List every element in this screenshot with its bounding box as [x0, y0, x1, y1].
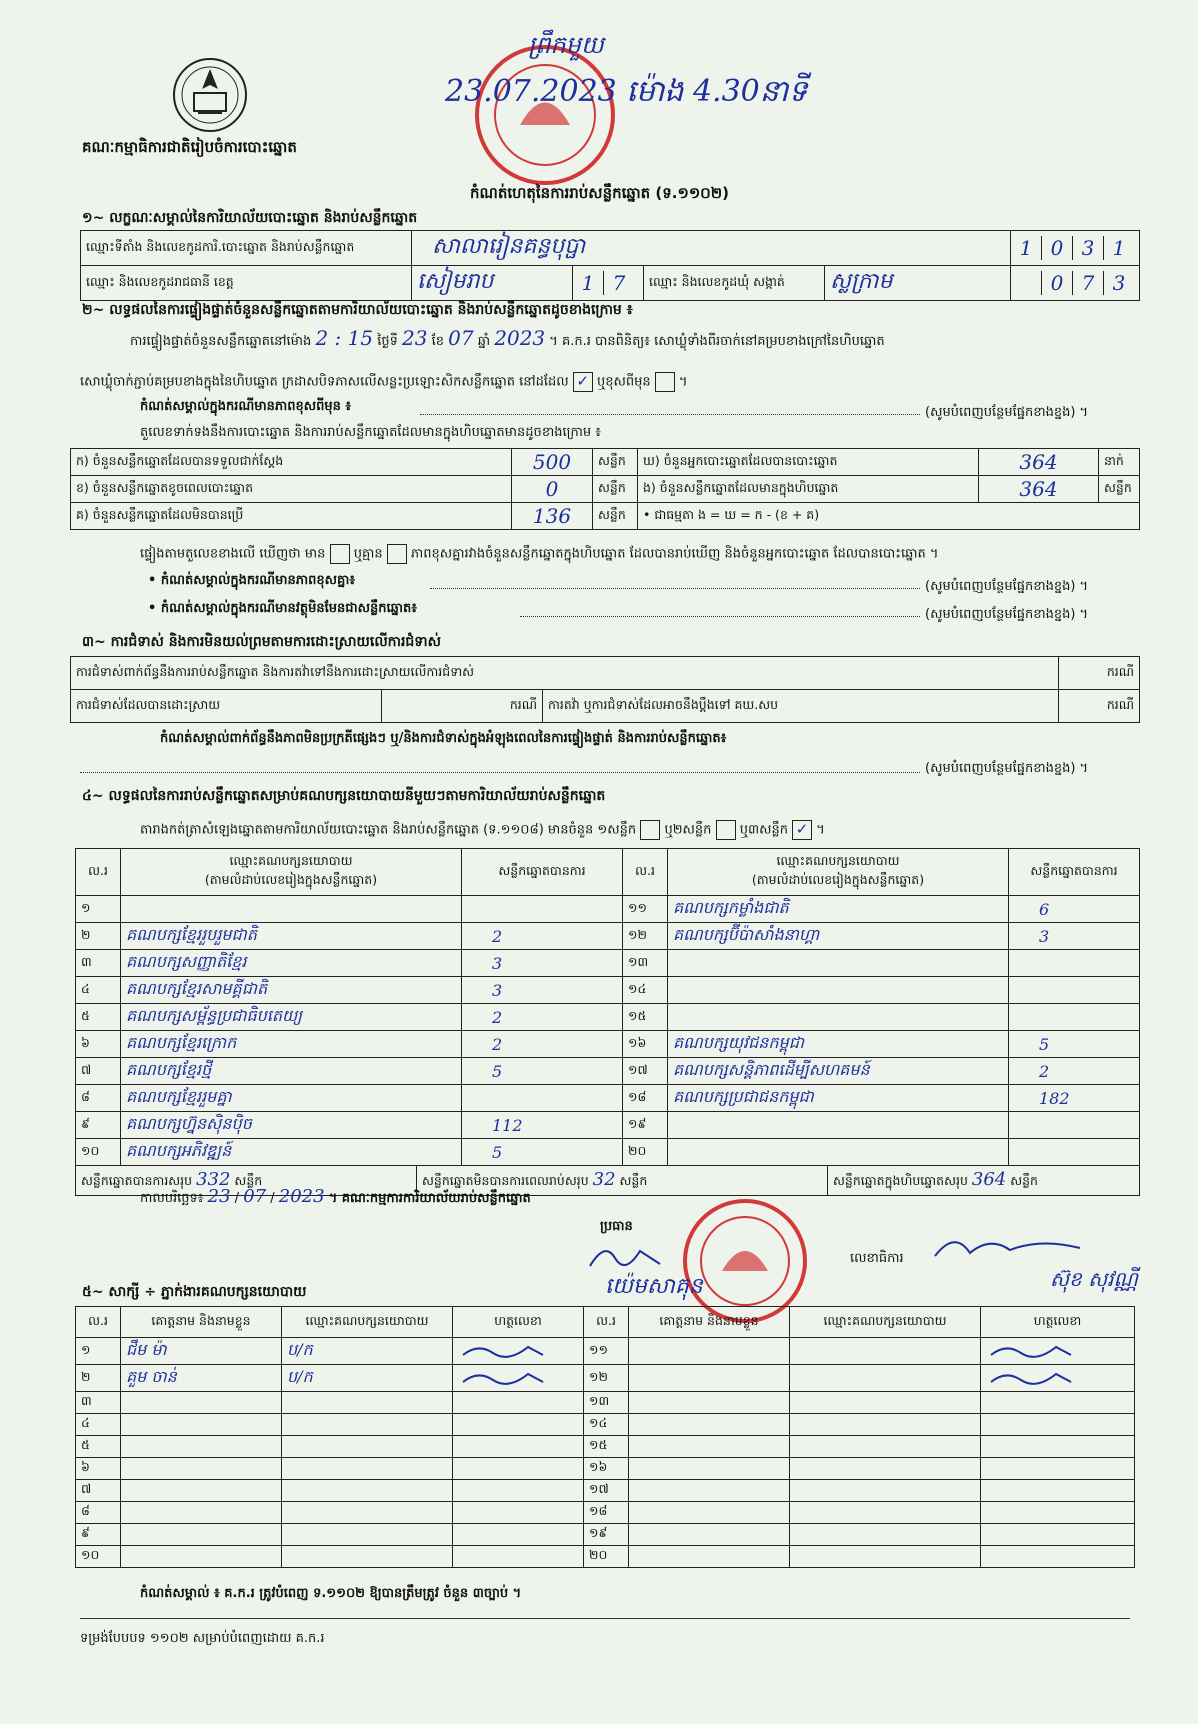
- col-name: គោត្តនាម និងនាមខ្លួន: [629, 1307, 790, 1338]
- witness-name: [121, 1392, 282, 1414]
- verification-month: 07: [448, 326, 474, 350]
- witness-name: [629, 1480, 790, 1502]
- result-row: [76, 923, 1140, 950]
- result-row: [76, 1112, 1140, 1139]
- difference-note-line: [420, 414, 920, 415]
- party-no: ៨: [76, 1085, 121, 1112]
- witness-signature: [453, 1480, 584, 1502]
- witness-signature: [453, 1365, 584, 1392]
- section1-title: ១~ លក្ខណៈសម្គាល់នៃការិយាល័យបោះឆ្នោត និងរាប់សន្លឹកឆ្នោត: [82, 210, 418, 226]
- witness-no: ១: [76, 1338, 121, 1365]
- witness-signature-mark: [986, 1341, 1076, 1359]
- witness-name: [121, 1458, 282, 1480]
- col-party: ឈ្មោះគណបក្សនយោបាយ (តាមលំដាប់លេខរៀងក្នុងសន្លឹកឆ្នោត): [121, 849, 462, 896]
- bullet-foreign-object-line: [520, 616, 920, 617]
- witness-party: [790, 1414, 981, 1436]
- witness-no: ១១: [584, 1338, 629, 1365]
- two-sheets-checkbox[interactable]: [716, 820, 736, 840]
- verification-line-1: ការផ្ទៀងផ្ទាត់ចំនួនសន្លឹកឆ្នោតនៅម៉ោង 2 : 15 ថ្ងៃទី 23 ខែ 07 ឆ្នាំ 2023 ។ គ.ក.រ បានពិនិត្យ៖ សោឃ្លុំទាំងពីរចាក់នៅគម្របខាងក្រៅនៃហិបឆ្នោត: [130, 326, 885, 350]
- witness-no: ១៧: [584, 1480, 629, 1502]
- party-no: ៩: [76, 1112, 121, 1139]
- election-committee-logo: [150, 55, 270, 135]
- figure-d-label: ឃ) ចំនួនអ្នកបោះឆ្នោតដែលបានបោះឆ្នោត: [638, 449, 979, 476]
- three-sheets-checkbox[interactable]: ✓: [792, 820, 812, 840]
- secretary-signature: [930, 1228, 1090, 1268]
- party-no: ៥: [76, 1004, 121, 1031]
- box-total: សន្លឹកឆ្នោតក្នុងហិបឆ្នោតសរុប 364 សន្លឹក: [833, 1169, 1038, 1190]
- province-value: សៀមរាប: [412, 266, 573, 301]
- witness-name: គួម ចាន់: [121, 1365, 282, 1392]
- resolved-objections-label: ការជំទាស់ដែលបានដោះស្រាយ: [71, 690, 382, 723]
- section5-title: ៥~ សាក្សី ÷ ភ្នាក់ងារគណបក្សនយោបាយ: [82, 1284, 307, 1300]
- province-code-digit: 1: [581, 271, 595, 295]
- col-no: ល.រ: [623, 849, 668, 896]
- witness-party: [790, 1365, 981, 1392]
- party-no: ១២: [623, 923, 668, 950]
- appeal-label: ការតវ៉ា ឬការជំទាស់ដែលអាចនឹងប្តឹងទៅ គឃ.សប: [543, 690, 1059, 723]
- difference-note-label: កំណត់សម្គាល់ក្នុងករណីមានភាពខុសពីមុន ៖: [140, 399, 352, 414]
- party-name: គណបក្សអភិវឌ្ឍន៍: [121, 1139, 462, 1166]
- witness-signature: [453, 1524, 584, 1546]
- figure-c-value: 136: [512, 503, 593, 530]
- party-no: ១: [76, 896, 121, 923]
- witness-no: ១៩: [584, 1524, 629, 1546]
- party-results-table: [75, 848, 1140, 1196]
- station-code-digit: 1: [1103, 236, 1134, 260]
- commune-code-digit: 3: [1103, 271, 1134, 295]
- station-name-label: ឈ្មោះទីតាំង និងលេខកូដការិ.បោះឆ្នោត និងរាប់សន្លឹកឆ្នោត: [81, 231, 412, 266]
- org-name: គណៈកម្មាធិការជាតិរៀបចំការបោះឆ្នោត: [82, 138, 297, 156]
- figure-e-value: 364: [979, 476, 1099, 503]
- verification-line-2: សោឃ្លុំចាក់ភ្ជាប់គម្របខាងក្នុងនៃហិបឆ្នោត ក្រដាសបិទភាសលើសន្លះប្រឡោះសិកសន្លឹកឆ្នោត នៅដដែល ✓ ឬខុសពីមុន ។: [80, 372, 688, 390]
- witness-signature: [981, 1414, 1135, 1436]
- witness-name: [629, 1436, 790, 1458]
- figures-intro: តួលេខទាក់ទងនឹងការបោះឆ្នោត និងការរាប់សន្លឹកឆ្នោតដែលមានក្នុងហិបឆ្នោតមានដូចខាងក្រោម ៖: [140, 425, 601, 440]
- witness-party: [282, 1480, 453, 1502]
- party-name: គណបក្សសន្តិភាពដើម្បីសហគមន៍: [668, 1058, 1009, 1085]
- witness-no: ១០: [76, 1546, 121, 1568]
- party-votes: 112: [462, 1112, 623, 1139]
- party-name: [668, 1112, 1009, 1139]
- party-votes: [462, 1085, 623, 1112]
- polling-station-table: [80, 230, 1140, 301]
- party-name: គណបក្សខ្មែរថ្មី: [121, 1058, 462, 1085]
- box-total-value: 364: [971, 1169, 1007, 1190]
- commune-code: [1011, 266, 1140, 301]
- unit: សន្លឹក: [593, 476, 638, 503]
- irregularity-note-label: កំណត់សម្គាល់ពាក់ព័ន្ធនឹងភាពមិនប្រក្រតីផ្សេងៗ ឬ/និងការជំទាស់ក្នុងអំឡុងពេលនៃការផ្ទៀងផ្ទាត់ និងការរាប់សន្លឹកឆ្នោត៖: [160, 731, 727, 746]
- fill-back-note: (សូមបំពេញបន្ថែមផ្នែកខាងខ្នង) ។: [925, 405, 1089, 420]
- party-no: ១០: [76, 1139, 121, 1166]
- ballot-figures-table: [70, 448, 1140, 530]
- president-label: ប្រធាន: [600, 1219, 633, 1234]
- witness-signature: [453, 1436, 584, 1458]
- unit: សន្លឹក: [1099, 476, 1140, 503]
- party-votes: 3: [1009, 923, 1140, 950]
- party-votes: 182: [1009, 1085, 1140, 1112]
- party-votes: [1009, 1139, 1140, 1166]
- party-votes: 2: [1009, 1058, 1140, 1085]
- appeal-case: ករណី: [1059, 690, 1140, 723]
- province-code: [573, 266, 644, 301]
- party-no: ២: [76, 923, 121, 950]
- witness-name: [629, 1458, 790, 1480]
- witness-no: ១៣: [584, 1392, 629, 1414]
- witness-no: ៤: [76, 1414, 121, 1436]
- report-month: 07: [243, 1186, 267, 1207]
- result-row: [76, 1031, 1140, 1058]
- col-sign: ហត្ថលេខា: [453, 1307, 584, 1338]
- witness-signature-mark: [458, 1368, 548, 1386]
- party-no: ១៨: [623, 1085, 668, 1112]
- commune-label: ឈ្មោះ និងលេខកូដឃុំ សង្កាត់: [644, 266, 825, 301]
- witness-party: [282, 1458, 453, 1480]
- witness-signature: [453, 1546, 584, 1568]
- party-name: [668, 950, 1009, 977]
- figure-b-label: ខ) ចំនួនសន្លឹកឆ្នោតខូចពេលបោះឆ្នោត: [71, 476, 512, 503]
- footer-divider: [80, 1618, 1130, 1619]
- province-label: ឈ្មោះ និងលេខកូដរាជធានី ខេត្ត: [81, 266, 412, 301]
- witness-no: ៣: [76, 1392, 121, 1414]
- party-votes: 3: [462, 950, 623, 977]
- party-no: ៦: [76, 1031, 121, 1058]
- party-name: [121, 896, 462, 923]
- station-code: [1011, 231, 1140, 266]
- witness-name: [121, 1414, 282, 1436]
- witness-signature: [981, 1392, 1135, 1414]
- witness-no: ៩: [76, 1524, 121, 1546]
- handwritten-received-datetime: 23.07.2023 ម៉ោង 4.30នាទី: [445, 74, 808, 109]
- party-name: គណបក្សខ្មែររួមគ្នា: [121, 1085, 462, 1112]
- party-votes: [462, 896, 623, 923]
- party-votes: 2: [462, 1031, 623, 1058]
- figure-b-value: 0: [512, 476, 593, 503]
- witness-signature: [453, 1414, 584, 1436]
- party-name: គណបក្សកម្លាំងជាតិ: [668, 896, 1009, 923]
- fill-back-note: (សូមបំពេញបន្ថែមផ្នែកខាងខ្នង) ។: [925, 579, 1089, 594]
- witness-no: ១២: [584, 1365, 629, 1392]
- party-no: ១៩: [623, 1112, 668, 1139]
- witness-row: [76, 1546, 1135, 1568]
- witness-name: [121, 1546, 282, 1568]
- party-votes: 5: [462, 1139, 623, 1166]
- witness-no: ៨: [76, 1502, 121, 1524]
- invalid-total-value: 32: [592, 1169, 616, 1190]
- witness-name: [629, 1524, 790, 1546]
- bullet-difference-line: [430, 588, 920, 589]
- verification-day: 23: [402, 326, 428, 350]
- station-code-digit: 3: [1072, 236, 1103, 260]
- formula-note: • ជាធម្មតា ង = ឃ = ក - (ខ + គ): [638, 503, 1140, 530]
- witness-row: [76, 1436, 1135, 1458]
- party-no: ១៧: [623, 1058, 668, 1085]
- section3-title: ៣~ ការជំទាស់ និងការមិនយល់ព្រមតាមការដោះស្រាយលើការជំទាស់: [82, 634, 441, 650]
- witness-no: ២០: [584, 1546, 629, 1568]
- unchanged-checkbox[interactable]: ✓: [573, 372, 593, 392]
- figure-a-label: ក) ចំនួនសន្លឹកឆ្នោតដែលបានទទួលជាក់ស្តែង: [71, 449, 512, 476]
- witness-party: [790, 1546, 981, 1568]
- station-code-digit: 1: [1019, 236, 1033, 260]
- witness-party: [790, 1338, 981, 1365]
- party-votes: 2: [462, 1004, 623, 1031]
- witness-name: [121, 1480, 282, 1502]
- station-code-digit: 0: [1041, 236, 1072, 260]
- party-votes: [1009, 977, 1140, 1004]
- witness-row: [76, 1502, 1135, 1524]
- section4-title: ៤~ លទ្ធផលនៃការរាប់សន្លឹកឆ្នោតសម្រាប់គណបក្សនយោបាយនីមួយៗតាមការិយាល័យរាប់សន្លឹកឆ្នោត: [82, 788, 606, 804]
- secretary-label: លេខាធិការ: [850, 1251, 904, 1266]
- witness-row: [76, 1365, 1135, 1392]
- party-name: គណបក្សប៊ីប៉ាសាំងនាហ្គា: [668, 923, 1009, 950]
- figure-c-label: គ) ចំនួនសន្លឹកឆ្នោតដែលមិនបានប្រើ: [71, 503, 512, 530]
- valid-total-value: 332: [196, 1169, 231, 1190]
- party-votes: [1009, 1112, 1140, 1139]
- valid-total: សន្លឹកឆ្នោតបានការសរុប 332 សន្លឹក: [76, 1166, 417, 1195]
- footnote: កំណត់សម្គាល់ ៖ គ.ក.រ ត្រូវបំពេញ ទ.១១០២ ឱ្យបានត្រឹមត្រូវ ចំនួន ៣ច្បាប់ ។: [140, 1586, 522, 1601]
- col-sign: ហត្ថលេខា: [981, 1307, 1135, 1338]
- figure-d-value: 364: [979, 449, 1099, 476]
- witness-no: ៧: [76, 1480, 121, 1502]
- party-no: ១៦: [623, 1031, 668, 1058]
- witness-name: [121, 1502, 282, 1524]
- party-votes: 3: [462, 977, 623, 1004]
- witness-party: [790, 1392, 981, 1414]
- form-note: ទម្រង់បែបបទ ១១០២ សម្រាប់បំពេញដោយ គ.ក.រ: [80, 1631, 325, 1646]
- col-votes: សន្លឹកឆ្នោតបានការ: [462, 849, 623, 896]
- witness-signature-mark: [986, 1368, 1076, 1386]
- party-name: គណបក្សខ្មែរក្រោក: [121, 1031, 462, 1058]
- party-name: [668, 1139, 1009, 1166]
- commune-code-digit: 7: [1072, 271, 1103, 295]
- witness-party: [790, 1502, 981, 1524]
- report-title: កំណត់ហេតុនៃការរាប់សន្លឹកឆ្នោត (ទ.១១០២): [470, 184, 730, 202]
- party-votes: 5: [1009, 1031, 1140, 1058]
- party-no: ២០: [623, 1139, 668, 1166]
- col-party: ឈ្មោះគណបក្សនយោបាយ: [282, 1307, 453, 1338]
- difference-check-line: ផ្ទៀងតាមតួលេខខាងលើ ឃើញថា មាន ឬគ្មាន ភាពខុសគ្នារវាងចំនួនសន្លឹកឆ្នោតក្នុងហិបឆ្នោត ដែលបានរាប់ឃើញ និងចំនួនអ្នកបោះឆ្នោត ដែលបានបោះឆ្នោត ។: [140, 544, 938, 565]
- result-row: [76, 950, 1140, 977]
- invalid-total: សន្លឹកឆ្នោតមិនបានការពេលរាប់សរុប 32 សន្លឹក: [417, 1166, 828, 1195]
- witness-row: [76, 1414, 1135, 1436]
- witness-name: [629, 1414, 790, 1436]
- witness-signature: [981, 1546, 1135, 1568]
- party-name: គណបក្សប្រជាជនកម្ពុជា: [668, 1085, 1009, 1112]
- col-name: គោត្តនាម និងនាមខ្លួន: [121, 1307, 282, 1338]
- witness-party: [282, 1546, 453, 1568]
- witness-signature: [453, 1392, 584, 1414]
- witness-no: ៥: [76, 1436, 121, 1458]
- col-party: ឈ្មោះគណបក្សនយោបាយ: [790, 1307, 981, 1338]
- station-name-value: សាលារៀនគន្ធបុប្ផា: [412, 231, 1011, 266]
- report-day: 23: [207, 1186, 231, 1207]
- objections-case: ករណី: [1059, 657, 1140, 690]
- commune-value: ស្លក្រាម: [825, 266, 1011, 301]
- witness-signature: [981, 1458, 1135, 1480]
- bullet-foreign-object: • កំណត់សម្គាល់ក្នុងករណីមានវត្ថុមិនមែនជាសន្លឹកឆ្នោត៖: [148, 601, 417, 616]
- province-code-digit: 7: [603, 271, 634, 295]
- witness-name: [629, 1546, 790, 1568]
- witness-party: [282, 1392, 453, 1414]
- party-no: ១៥: [623, 1004, 668, 1031]
- witness-signature: [981, 1338, 1135, 1365]
- unit: នាក់: [1099, 449, 1140, 476]
- result-row: [76, 1139, 1140, 1166]
- report-date-line: កាលបរិច្ឆេទ៖ 23 / 07 / 2023 ។ គណៈកម្មការការិយាល័យរាប់សន្លឹកឆ្នោត: [140, 1186, 531, 1207]
- resolved-case: ករណី: [382, 690, 543, 723]
- witness-party: [790, 1524, 981, 1546]
- party-no: ១៤: [623, 977, 668, 1004]
- witness-party: [282, 1524, 453, 1546]
- party-votes: 2: [462, 923, 623, 950]
- witness-signature-mark: [458, 1341, 548, 1359]
- col-party: ឈ្មោះគណបក្សនយោបាយ (តាមលំដាប់លេខរៀងក្នុងសន្លឹកឆ្នោត): [668, 849, 1009, 896]
- figure-a-value: 500: [512, 449, 593, 476]
- has-difference-checkbox[interactable]: [330, 544, 350, 564]
- verification-time: 2 : 15: [315, 326, 374, 350]
- witness-table: [75, 1306, 1135, 1568]
- witness-row: [76, 1458, 1135, 1480]
- irregularity-note-line: [80, 772, 920, 773]
- figure-e-label: ង) ចំនួនសន្លឹកឆ្នោតដែលមានក្នុងហិបឆ្នោត: [638, 476, 979, 503]
- witness-signature: [981, 1502, 1135, 1524]
- objections-table: [70, 656, 1140, 723]
- witness-party: [282, 1436, 453, 1458]
- witness-no: ២: [76, 1365, 121, 1392]
- col-no: ល.រ: [76, 849, 121, 896]
- witness-signature: [981, 1524, 1135, 1546]
- col-votes: សន្លឹកឆ្នោតបានការ: [1009, 849, 1140, 896]
- party-votes: 6: [1009, 896, 1140, 923]
- witness-name: ជឹម ម៉ា: [121, 1338, 282, 1365]
- witness-signature: [981, 1365, 1135, 1392]
- party-name: គណបក្សយុវជនកម្ពុជា: [668, 1031, 1009, 1058]
- party-no: ១១: [623, 896, 668, 923]
- witness-signature: [453, 1338, 584, 1365]
- result-row: [76, 896, 1140, 923]
- witness-row: [76, 1338, 1135, 1365]
- section2-title: ២~ លទ្ធផលនៃការផ្ទៀងផ្ទាត់ចំនួនសន្លឹកឆ្នោតតាមការិយាល័យបោះឆ្នោត និងរាប់សន្លឹកឆ្នោតដូចខាងក្រោម ៖: [82, 302, 633, 318]
- witness-signature: [981, 1436, 1135, 1458]
- party-no: ៤: [76, 977, 121, 1004]
- witness-signature: [981, 1480, 1135, 1502]
- witness-no: ១៤: [584, 1414, 629, 1436]
- witness-party: [282, 1502, 453, 1524]
- party-no: ១៣: [623, 950, 668, 977]
- changed-checkbox[interactable]: [655, 372, 675, 392]
- witness-party: [282, 1414, 453, 1436]
- witness-signature: [453, 1502, 584, 1524]
- col-no: ល.រ: [76, 1307, 121, 1338]
- president-name: យ៉េមសាគុន: [605, 1274, 703, 1299]
- bullet-difference: • កំណត់សម្គាល់ក្នុងករណីមានភាពខុសគ្នា៖: [148, 573, 356, 588]
- result-row: [76, 1085, 1140, 1112]
- witness-row: [76, 1480, 1135, 1502]
- commune-code-digit: 0: [1041, 271, 1072, 295]
- party-name: គណបក្សហ្វ៊ុនស៊ិនប៉ិច: [121, 1112, 462, 1139]
- witness-name: [629, 1365, 790, 1392]
- result-row: [76, 1058, 1140, 1085]
- party-name: គណបក្សខ្មែរសាមគ្គីជាតិ: [121, 977, 462, 1004]
- fill-back-note: (សូមបំពេញបន្ថែមផ្នែកខាងខ្នង) ។: [925, 761, 1089, 776]
- witness-party: [790, 1480, 981, 1502]
- witness-name: [629, 1338, 790, 1365]
- verification-year: 2023: [494, 326, 546, 350]
- witness-row: [76, 1392, 1135, 1414]
- unit: សន្លឹក: [593, 449, 638, 476]
- witness-party: ប/ក: [282, 1365, 453, 1392]
- col-no: ល.រ: [584, 1307, 629, 1338]
- party-votes: [1009, 1004, 1140, 1031]
- party-name: [668, 1004, 1009, 1031]
- fill-back-note: (សូមបំពេញបន្ថែមផ្នែកខាងខ្នង) ។: [925, 607, 1089, 622]
- witness-no: ១៨: [584, 1502, 629, 1524]
- party-name: [668, 977, 1009, 1004]
- witness-party: [790, 1458, 981, 1480]
- unit: សន្លឹក: [593, 503, 638, 530]
- tally-sheet-count-line: តារាងកត់ត្រាសំឡេងឆ្នោតតាមការិយាល័យបោះឆ្នោត និងរាប់សន្លឹកឆ្នោត (ទ.១១០៨) មានចំនួន ១សន្លឹក ឬ២សន្លឹក ឬ៣សន្លឹក ✓ ។: [140, 820, 825, 838]
- witness-row: [76, 1524, 1135, 1546]
- secretary-name: ស៊ុខ សុវណ្ណី: [1050, 1267, 1138, 1291]
- handwritten-top-note: ព្រឹកមួយ: [528, 31, 604, 59]
- report-year: 2023: [278, 1186, 325, 1207]
- witness-name: [121, 1436, 282, 1458]
- witness-name: [121, 1524, 282, 1546]
- witness-signature: [453, 1458, 584, 1480]
- witness-party: ប/ក: [282, 1338, 453, 1365]
- result-row: [76, 1004, 1140, 1031]
- party-votes: 5: [462, 1058, 623, 1085]
- party-no: ៧: [76, 1058, 121, 1085]
- witness-no: ១៥: [584, 1436, 629, 1458]
- witness-name: [629, 1502, 790, 1524]
- president-signature: [585, 1236, 665, 1276]
- party-name: គណបក្សសញ្ញាតិខ្មែរ: [121, 950, 462, 977]
- result-row: [76, 977, 1140, 1004]
- one-sheet-checkbox[interactable]: [640, 820, 660, 840]
- witness-name: [629, 1392, 790, 1414]
- party-no: ៣: [76, 950, 121, 977]
- witness-party: [790, 1436, 981, 1458]
- objections-label: ការជំទាស់ពាក់ព័ន្ធនឹងការរាប់សន្លឹកឆ្នោត និងការតវ៉ាទៅនឹងការដោះស្រាយលើការជំទាស់: [71, 657, 1059, 690]
- witness-no: ៦: [76, 1458, 121, 1480]
- party-votes: [1009, 950, 1140, 977]
- witness-no: ១៦: [584, 1458, 629, 1480]
- party-name: គណបក្សសម្ព័ន្ធប្រជាធិបតេយ្យ: [121, 1004, 462, 1031]
- no-difference-checkbox[interactable]: [387, 544, 407, 564]
- party-name: គណបក្សខ្មែររួបរួមជាតិ: [121, 923, 462, 950]
